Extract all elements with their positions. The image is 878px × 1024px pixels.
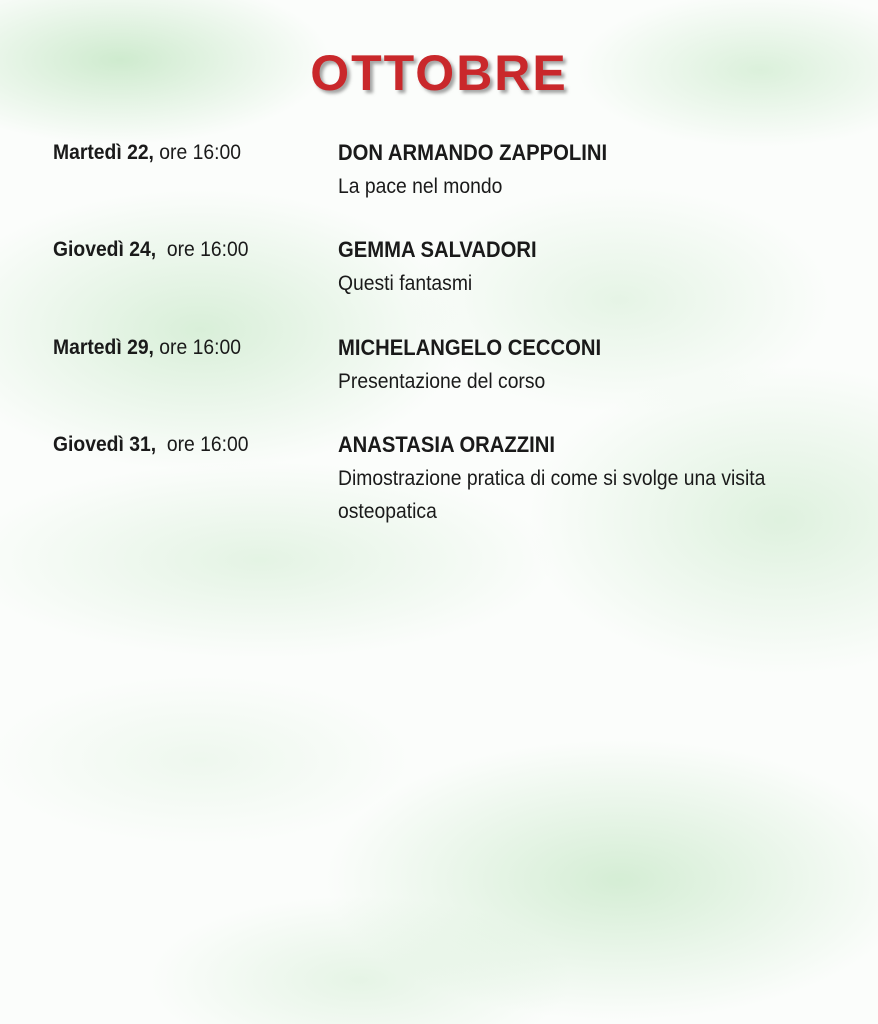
event-day: Martedì 29, bbox=[53, 336, 154, 359]
event-topic: Presentazione del corso bbox=[338, 370, 546, 393]
event-date bbox=[53, 332, 241, 364]
event-date bbox=[53, 429, 248, 461]
event-speaker: GEMMA SALVADORI bbox=[338, 237, 537, 262]
event-speaker: ANASTASIA ORAZZINI bbox=[338, 432, 556, 457]
event-topic: La pace nel mondo bbox=[338, 175, 503, 198]
event-time: ore 16:00 bbox=[153, 336, 241, 359]
event-topic: Questi fantasmi bbox=[338, 272, 473, 295]
event-date bbox=[53, 137, 241, 169]
event-topic: Dimostrazione pratica di come si svolge una visita osteopatica bbox=[338, 467, 766, 523]
event-time: ore 16:00 bbox=[153, 141, 241, 164]
event-speaker: MICHELANGELO CECCONI bbox=[338, 335, 602, 360]
event-speaker: DON ARMANDO ZAPPOLINI bbox=[338, 140, 608, 165]
event-time: ore 16:00 bbox=[156, 238, 249, 261]
event-day: Giovedì 24, bbox=[53, 238, 157, 261]
event-day: Martedì 22, bbox=[53, 141, 154, 164]
page-title: OTTOBRE bbox=[310, 45, 568, 101]
event-day: Giovedì 31, bbox=[53, 433, 157, 456]
event-date bbox=[53, 234, 248, 266]
event-time: ore 16:00 bbox=[156, 433, 249, 456]
